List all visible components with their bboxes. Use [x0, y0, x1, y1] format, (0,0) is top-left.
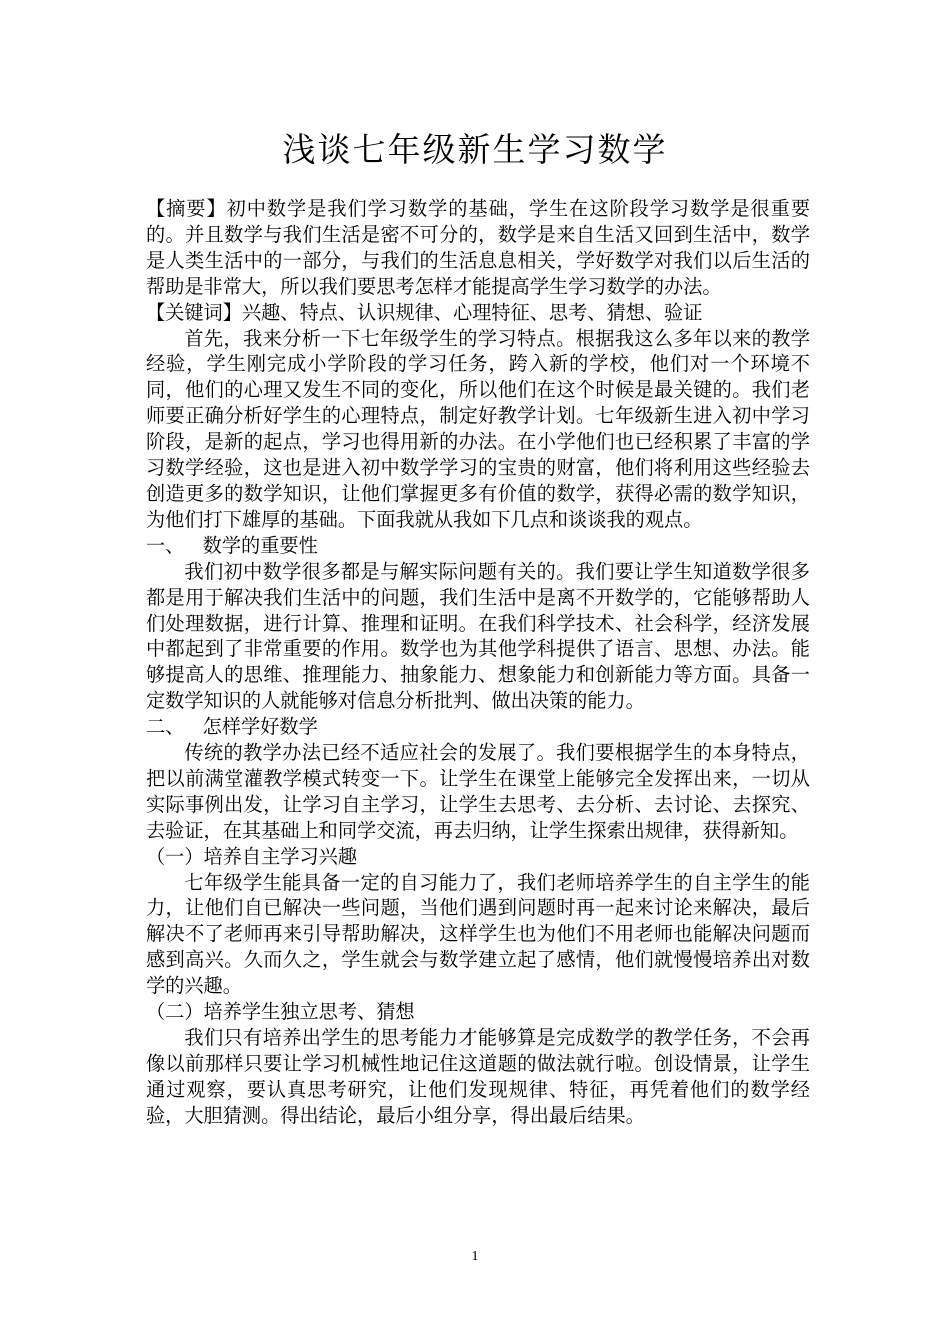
section-2-heading: 二、 怎样学好数学 [146, 715, 318, 739]
abstract-paragraph [146, 196, 810, 300]
page-number: 1 [471, 1249, 479, 1264]
keywords-text: 兴趣、特点、认识规律、心理特征、思考、猜想、验证 [241, 300, 703, 324]
section-1-heading: 一、 数学的重要性 [146, 533, 318, 557]
subsection-2-paragraph: 我们只有培养出学生的思考能力才能够算是完成数学的教学任务，不会再像以前那样只要让学习机械性地记住这道题的做法就行啦。创设情景，让学生通过观察，要认真思考研究，让他们发现规律、特征，再凭着他们的数学经验，大胆猜测。得出结论，最后小组分享，得出最后结果。 [146, 1026, 810, 1127]
intro-paragraph: 首先，我来分析一下七年级学生的学习特点。根据我这么多年以来的教学经验，学生刚完成小学阶段的学习任务，跨入新的学校，他们对一个环境不同，他们的心理又发生不同的变化，所以他们在这个时候是最关键的。我们老师要正确分析好学生的心理特点，制定好教学计划。七年级新生进入初中学习阶段，是新的起点，学习也得用新的办法。在小学他们也已经积累了丰富的学习数学经验，这也是进入初中数学学习的宝贵的财富，他们将利用这些经验去创造更多的数学知识，让他们掌握更多有价值的数学，获得必需的数学知识，为他们打下雄厚的基础。下面我就从我如下几点和谈谈我的观点。 [146, 326, 810, 531]
subsection-1-heading: （一）培养自主学习兴趣 [146, 844, 358, 868]
subsection-1-paragraph: 七年级学生能具备一定的自习能力了，我们老师培养学生的自主学生的能力，让他们自已解决一些问题，当他们遇到问题时再一起来讨论来解决，最后解决不了老师再来引导帮助解决，这样学生也为他们不用老师也能解决问题而感到高兴。久而久之，学生就会与数学建立起了感情，他们就慢慢培养出对数学的兴趣。 [146, 870, 810, 998]
section-1-paragraph: 我们初中数学很多都是与解实际问题有关的。我们要让学生知道数学很多都是用于解决我们生活中的问题，我们生活中是离不开数学的，它能够帮助人们处理数据，进行计算、推理和证明。在我们科学技术、社会科学，经济发展中都起到了非常重要的作用。数学也为其他学科提供了语言、思想、办法。能够提高人的思维、推理能力、抽象能力、想象能力和创新能力等方面。具备一定数学知识的人就能够对信息分析批判、做出决策的能力。 [146, 559, 810, 713]
keywords-label: 【关键词】 [146, 300, 242, 324]
abstract-label: 【摘要】 [146, 197, 227, 220]
section-2-paragraph: 传统的教学办法已经不适应社会的发展了。我们要根据学生的本身特点，把以前满堂灌教学模式转变一下。让学生在课堂上能够完全发挥出来，一切从实际事例出发，让学习自主学习，让学生去思考、去分析、去讨论、去探究、去验证，在其基础上和同学交流，再去归纳，让学生探索出规律，获得新知。 [146, 741, 810, 842]
document-title: 浅谈七年级新生学习数学 [282, 130, 668, 169]
document-body [146, 196, 810, 1129]
abstract-text: 初中数学是我们学习数学的基础，学生在这阶段学习数学是很重要的。并且数学与我们生活是密不可分的，数学是来自生活又回到生活中，数学是人类生活中的一部分，与我们的生活息息相关，学好数学对我们以后生活的帮助是非常大，所以我们要思考怎样才能提高学生学习数学的办法。 [146, 197, 811, 298]
subsection-2-heading: （二）培养学生独立思考、猜想 [146, 1000, 415, 1024]
keywords-paragraph [146, 300, 810, 326]
